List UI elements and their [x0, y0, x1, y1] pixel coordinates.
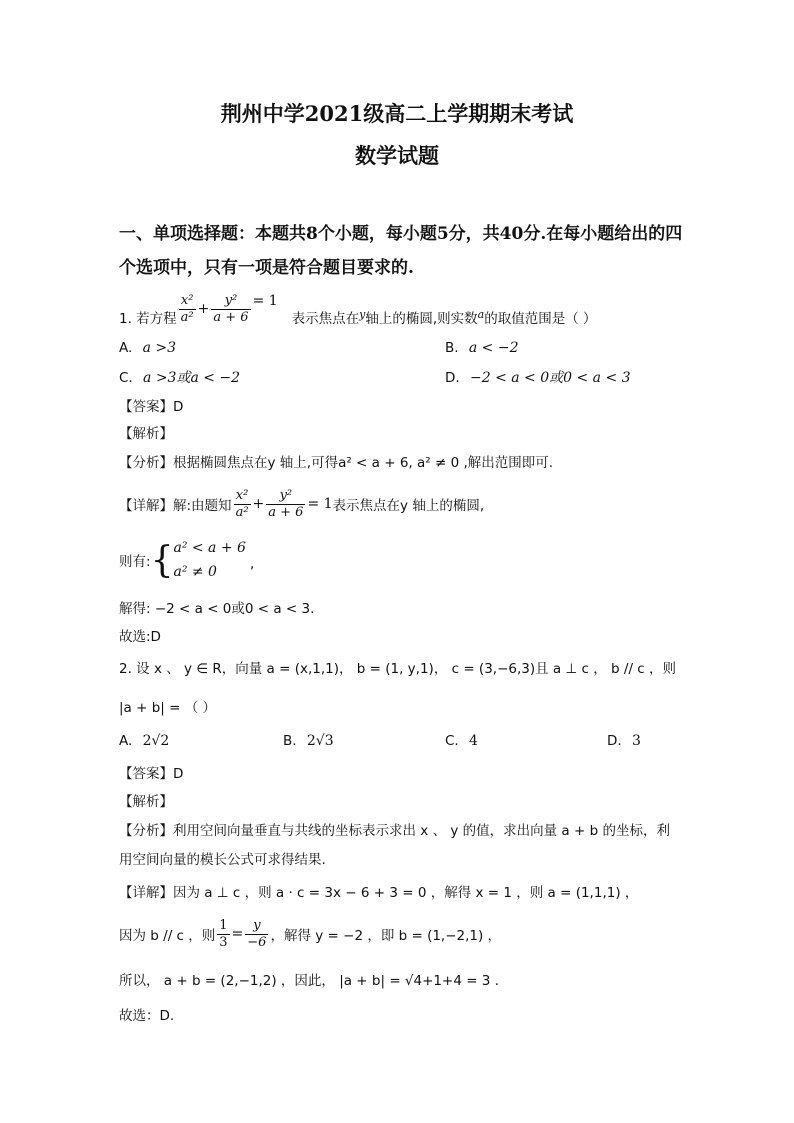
q2-answer: 【答案】D	[119, 766, 184, 782]
q1-detail-frac1-den: a²	[235, 504, 249, 520]
q2-detail2-frac-left-num: 1	[219, 917, 228, 933]
q1-answer: 【答案】D	[119, 399, 184, 415]
q1-var-y: y	[359, 308, 366, 321]
q2-detail2-frac-left-den: 3	[219, 934, 228, 950]
q2-option-b-text: 2√3	[306, 733, 334, 749]
q2-option-a-text: 2√2	[142, 733, 170, 749]
q1-option-d-text: −2 < a < 0或0 < a < 3	[469, 370, 631, 386]
q1-suffix-a: 表示焦点在	[291, 311, 360, 327]
q2-fenxi-text1: 利用空间向量垂直与共线的坐标表示求出 x 、 y 的值，求出向量 a + b 的坐标，利	[173, 823, 670, 839]
q2-detail2-prefix: 因为 b // c ，则	[119, 928, 216, 944]
page-subtitle: 数学试题	[355, 143, 439, 168]
q1-fenxi-text: 根据椭圆焦点在y 轴上,可得a² < a + 6, a² ≠ 0 ,解出范围即可.	[173, 455, 554, 471]
q2-detail2-frac-right-num: y	[245, 918, 268, 935]
q2-detail2-suffix: ，解得 y = −2 ，即 b = (1,−2,1) ，	[270, 928, 502, 944]
q1-option-c	[119, 367, 240, 387]
q1-option-b-label: B.	[445, 340, 459, 356]
q1-fenxi	[119, 451, 553, 471]
q1-option-a	[119, 340, 176, 356]
q1-option-c-label: C.	[119, 370, 133, 386]
q2-detail-text1: 因为 a ⊥ c ，则 a · c = 3x − 6 + 3 = 0 ，解得 x = 1 ，则 a = (1,1,1) ，	[173, 885, 639, 901]
q1-frac1-num: x²	[179, 293, 196, 310]
q1-suffix-c: 的取值范围是（ ）	[484, 311, 597, 327]
q2-option-d	[607, 733, 641, 749]
q2-option-a	[119, 733, 169, 749]
q1-system-line2: a² ≠ 0	[173, 564, 217, 580]
q1-detail-rhs: = 1	[307, 496, 333, 512]
q1-detail-frac2-den: a + 6	[268, 504, 304, 520]
q1-detail: 【详解】 解:由题知 $\frac{\text{x²}}{\text{a²}}$ + $\frac{\text{y²}}{a + 6}$ = 1 表示焦点在y 轴上的椭圆,	[119, 487, 485, 520]
q2-option-d-text: 3	[631, 733, 641, 749]
left-brace-icon: {	[150, 539, 174, 581]
q2-detail2-frac-right	[245, 918, 268, 951]
q1-frac2-num: y²	[211, 293, 250, 310]
q2-detail2-frac-right-den: −6	[247, 934, 267, 950]
q1-detail-frac1	[234, 488, 251, 521]
q1-system-end: ,	[249, 556, 255, 572]
q2-stem-line2: |a + b| = （ ）	[119, 700, 217, 716]
q1-option-c-text: a >3或a < −2	[143, 370, 241, 386]
q1-frac1	[179, 293, 196, 326]
q1-analysis-label: 【解析】	[119, 426, 173, 442]
q1-detail-label: 【详解】	[119, 498, 173, 514]
q1-choice: 故选:D	[119, 629, 161, 645]
q1-rhs: = 1	[252, 293, 278, 309]
q2-option-b-label: B.	[283, 733, 297, 749]
q1-option-a-text: a >3	[142, 340, 177, 356]
q1-prefix: 1. 若方程	[119, 311, 177, 327]
q1-frac1-den: a²	[180, 309, 194, 325]
q2-detail-line1	[119, 881, 638, 901]
q2-option-c-label: C.	[445, 733, 459, 749]
q1-system-line1: a² < a + 6	[173, 540, 246, 556]
q2-option-a-label: A.	[119, 733, 133, 749]
q1-detail-frac1-num: x²	[234, 488, 251, 505]
section-heading-line2: 个选项中，只有一项是符合题目要求的.	[119, 258, 414, 278]
q1-frac2	[211, 293, 250, 326]
q2-option-b	[283, 733, 334, 749]
q2-option-c-text: 4	[469, 733, 478, 749]
q2-option-d-label: D.	[607, 733, 622, 749]
q1-frac2-den: a + 6	[213, 309, 249, 325]
q2-detail2-frac-left	[217, 918, 229, 951]
q1-option-b-text: a < −2	[468, 340, 519, 356]
q2-fenxi-label: 【分析】	[119, 823, 173, 839]
q1-option-d	[445, 367, 631, 387]
q2-detail-line3: 所以， a + b = (2,−1,2) ，因此， |a + b| = √4+1+4 = 3 .	[119, 973, 499, 989]
q1-detail-frac2	[266, 488, 305, 521]
q2-detail-line2: 因为 b // c ，则 $\frac{1}{3}$ = $\frac{y}{-6}$ ，解得 y = −2 ，即 b = (1,−2,1) ，	[119, 917, 502, 950]
section-heading-line1: 一、单项选择题：本题共8个小题，每小题5分，共40分.在每小题给出的四	[119, 224, 683, 244]
q1-solved: 解得: −2 < a < 0或0 < a < 3.	[119, 601, 315, 617]
q2-option-c	[445, 733, 478, 749]
q1-stem: 1. 若方程 $\frac{\text{x²}}{\text{a²}}$ + $\frac{\text{y²}}{a + 6}$ = 1 表示焦点在 y 轴上的椭圆,则实数 a 的取值范围是（ ）	[119, 289, 597, 329]
q1-option-b	[445, 340, 518, 356]
q2-stem-line1: 2. 设 x 、 y ∈ R，向量 a = (x,1,1)， b = (1, y,1)， c = (3,−6,3)且 a ⊥ c ， b // c ，则	[119, 661, 676, 677]
q1-var-a: a	[477, 308, 485, 321]
q1-system-lines	[173, 536, 245, 584]
q1-system-label: 则有:	[119, 554, 151, 570]
q1-detail-prefix: 解:由题知	[173, 498, 232, 514]
q1-system	[119, 536, 254, 584]
q2-analysis-label: 【解析】	[119, 794, 173, 810]
q1-fenxi-label: 【分析】	[119, 455, 173, 471]
q1-option-a-label: A.	[119, 340, 133, 356]
q1-suffix-b: 轴上的椭圆,则实数	[365, 311, 478, 327]
page-title: 荆州中学2021级高二上学期期末考试	[220, 101, 574, 126]
q2-choice: 故选：D.	[119, 1008, 175, 1024]
q1-detail-suffix: 表示焦点在y 轴上的椭圆,	[332, 498, 485, 514]
q1-detail-frac2-num: y²	[266, 488, 305, 505]
q2-fenxi-line2: 用空间向量的模长公式可求得结果.	[119, 852, 326, 868]
q2-fenxi-line1	[119, 819, 670, 839]
q1-option-d-label: D.	[445, 370, 460, 386]
q2-detail-label: 【详解】	[119, 885, 173, 901]
